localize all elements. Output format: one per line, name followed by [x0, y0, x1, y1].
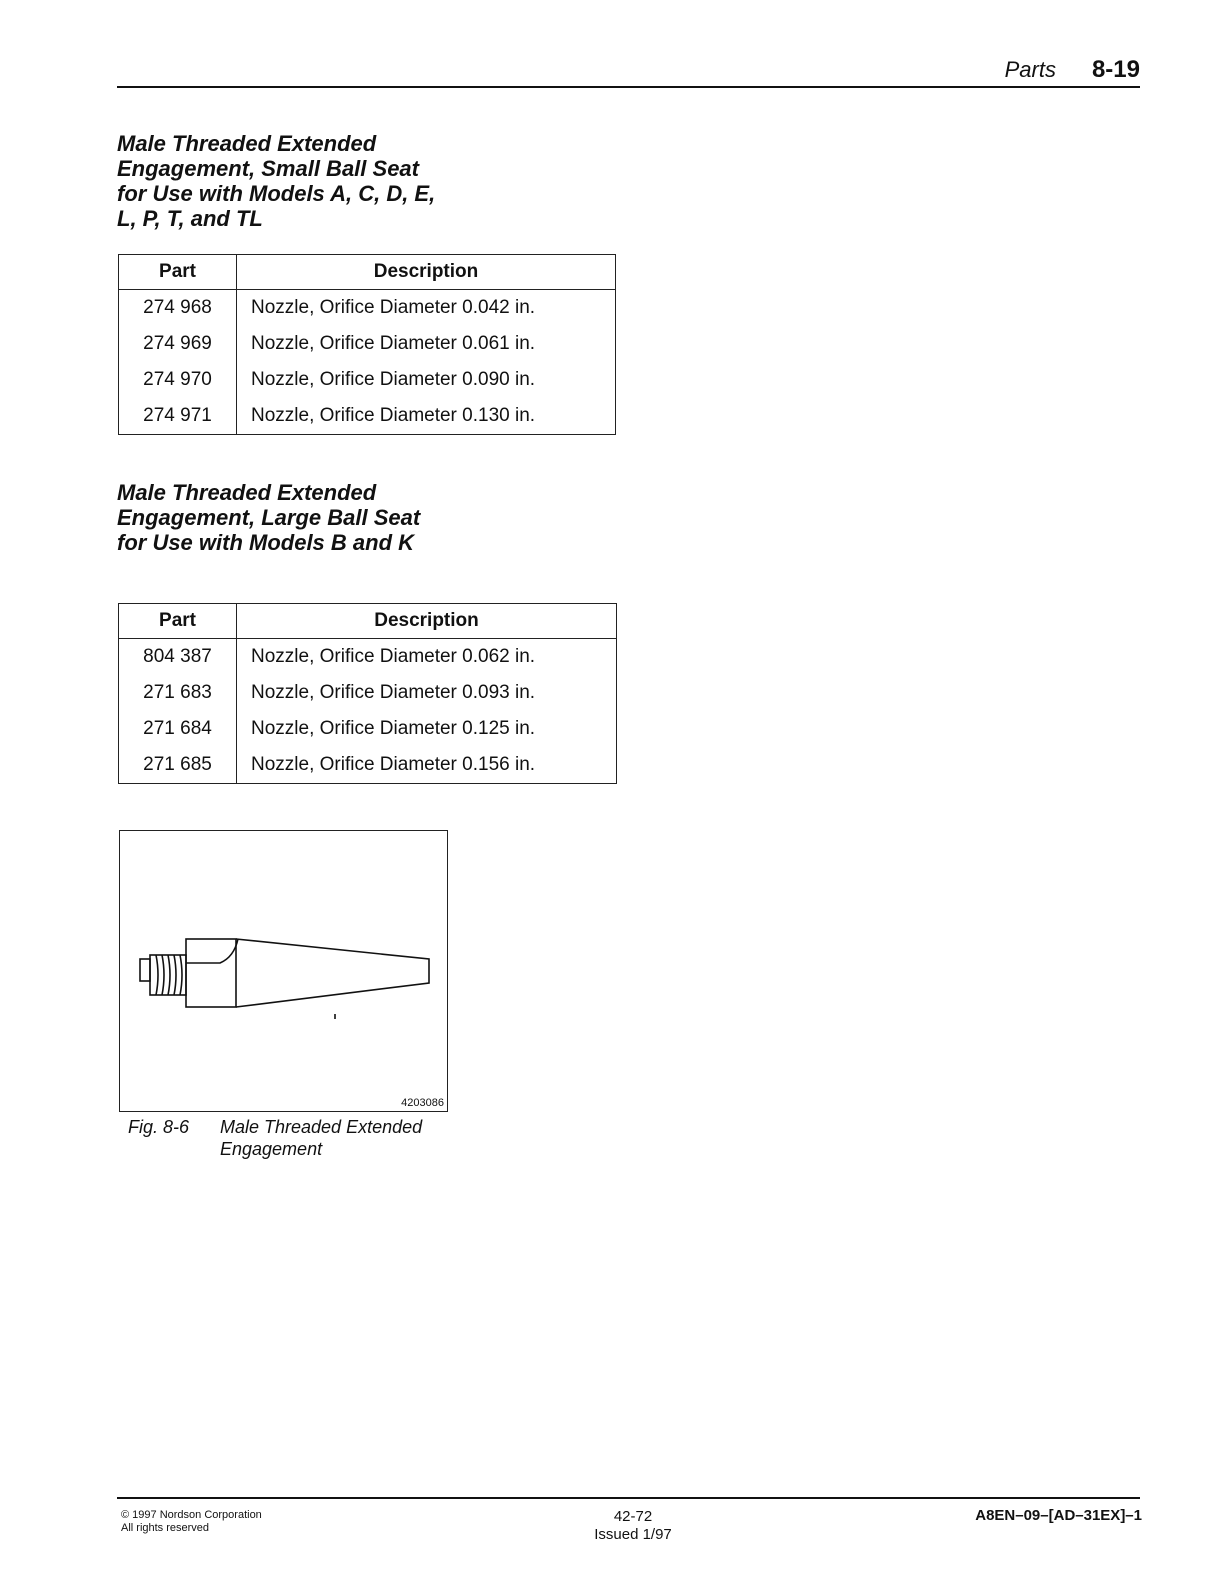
part-number-cell: 804 387	[119, 639, 237, 676]
page-header	[1005, 56, 1140, 84]
section2-title	[117, 480, 420, 555]
figure-label: Fig. 8-6	[128, 1117, 190, 1137]
description-cell: Nozzle, Orifice Diameter 0.125 in.	[251, 718, 536, 739]
footer-copyright: © 1997 Nordson Corporation	[121, 1509, 262, 1521]
header-rule	[117, 86, 1140, 88]
nozzle-tapered-body	[236, 939, 429, 1007]
part-number-cell: 274 971	[119, 398, 237, 435]
figure-caption-line: Engagement	[220, 1139, 323, 1159]
table-row	[119, 326, 616, 362]
section2-title-line: Engagement, Large Ball Seat	[117, 505, 421, 530]
part-number-cell: 274 970	[119, 362, 237, 398]
figure-box	[119, 830, 448, 1112]
section1-title-line: Engagement, Small Ball Seat	[117, 156, 419, 181]
footer-copyright-block	[121, 1509, 262, 1535]
description-cell: Nozzle, Orifice Diameter 0.042 in.	[251, 297, 536, 318]
part-number-cell: 271 683	[119, 675, 237, 711]
table-row	[119, 398, 616, 435]
description-cell: Nozzle, Orifice Diameter 0.156 in.	[251, 754, 536, 775]
table-row	[119, 362, 616, 398]
column-header-description: Description	[237, 255, 616, 290]
section2-title-line: for Use with Models B and K	[117, 530, 415, 555]
column-header-part: Part	[119, 604, 237, 639]
description-cell: Nozzle, Orifice Diameter 0.090 in.	[251, 369, 536, 390]
footer-rights: All rights reserved	[121, 1522, 210, 1534]
nozzle-seat-curve	[186, 939, 238, 963]
part-number-cell: 274 968	[119, 290, 237, 327]
figure-id: 4203086	[401, 1097, 444, 1109]
description-cell: Nozzle, Orifice Diameter 0.093 in.	[251, 682, 536, 703]
section2-parts-table	[118, 603, 617, 784]
footer-issued: Issued 1/97	[594, 1526, 672, 1543]
figure-caption-text	[220, 1116, 480, 1160]
section1-title-line: for Use with Models A, C, D, E,	[117, 181, 436, 206]
table-row	[119, 747, 617, 784]
nozzle-illustration	[120, 831, 446, 1110]
header-section-name: Parts	[1004, 57, 1056, 82]
section1-title-line: Male Threaded Extended	[117, 131, 377, 156]
table-row	[119, 290, 616, 327]
nozzle-tip-stub	[140, 959, 150, 981]
table-row	[119, 675, 617, 711]
description-cell: Nozzle, Orifice Diameter 0.130 in.	[251, 405, 536, 426]
footer-doc-number: 42-72	[613, 1508, 653, 1525]
description-cell: Nozzle, Orifice Diameter 0.061 in.	[251, 333, 536, 354]
table-header-row	[119, 604, 617, 639]
part-number-cell: 271 684	[119, 711, 237, 747]
section2-title-line: Male Threaded Extended	[117, 480, 377, 505]
footer-code: A8EN–09–[AD–31EX]–1	[975, 1507, 1142, 1524]
part-number-cell: 271 685	[119, 747, 237, 784]
column-header-description: Description	[237, 604, 617, 639]
part-number-cell: 274 969	[119, 326, 237, 362]
nozzle-thread-lines	[156, 955, 182, 995]
table-row	[119, 711, 617, 747]
section1-title-line: L, P, T, and TL	[117, 206, 263, 231]
description-cell: Nozzle, Orifice Diameter 0.062 in.	[251, 646, 536, 667]
figure-caption-line: Male Threaded Extended	[220, 1117, 423, 1137]
table-row	[119, 639, 617, 676]
section1-title	[117, 131, 435, 231]
column-header-part: Part	[119, 255, 237, 290]
footer-doc-info	[590, 1508, 676, 1544]
footer-rule	[117, 1497, 1140, 1499]
table-header-row	[119, 255, 616, 290]
section1-parts-table	[118, 254, 616, 435]
nozzle-hex-body	[186, 939, 236, 1007]
header-page-number: 8-19	[1091, 56, 1140, 83]
